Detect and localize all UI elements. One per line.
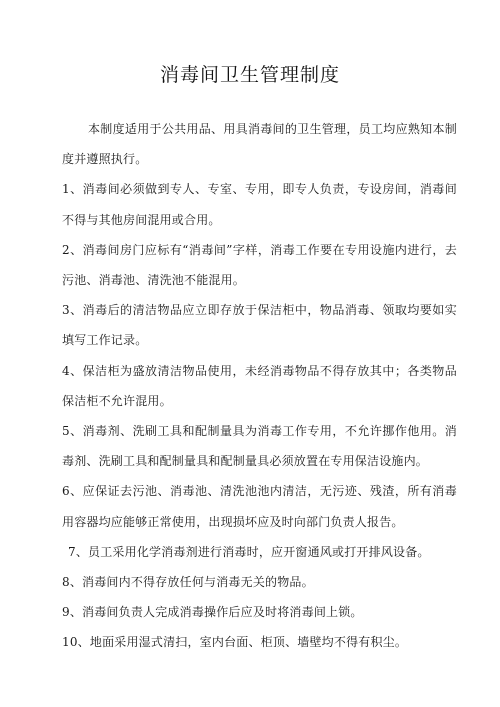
- rule-item-4: 4、保洁柜为盛放清洁物品使用，未经消毒物品不得存放其中；各类物品保洁柜不允许混用。: [62, 363, 457, 408]
- rule-item-5: 5、消毒剂、洗刷工具和配制量具为消毒工作专用，不允许挪作他用。消毒剂、洗刷工具和配制量具和配制量具必须放置在专用保洁设施内。: [62, 424, 457, 469]
- rule-item-9: 9、消毒间负责人完成消毒操作后应及时将消毒间上锁。: [62, 605, 363, 620]
- rule-item-8: 8、消毒间内不得存放任何与消毒无关的物品。: [62, 575, 314, 590]
- document-title: 消毒间卫生管理制度: [159, 64, 340, 86]
- rule-item-7: 7、员工采用化学消毒剂进行消毒时，应开窗通风或打开排风设备。: [68, 544, 430, 559]
- document-body: [62, 114, 457, 658]
- rule-item-3: 3、消毒后的清洁物品应立即存放于保洁柜中，物品消毒、领取均要如实填写工作记录。: [62, 303, 457, 348]
- intro-paragraph: 本制度适用于公共用品、用具消毒间的卫生管理，员工均应熟知本制度并遵照执行。: [62, 122, 457, 167]
- rule-item-1: 1、消毒间必须做到专人、专室、专用，即专人负责，专设房间，消毒间不得与其他房间混用或合用。: [62, 182, 457, 227]
- rule-item-10: 10、地面采用湿式清扫，室内台面、柜顶、墙壁均不得有积尘。: [62, 635, 408, 650]
- rule-item-2: 2、消毒间房门应标有“消毒间”字样，消毒工作要在专用设施内进行，去污池、消毒池、清洗池不能混用。: [62, 242, 457, 288]
- rule-item-6: 6、应保证去污池、消毒池、清洗池池内清洁，无污迹、残渣，所有消毒用容器均应能够正常使用，出现损坏应及时向部门负责人报告。: [62, 484, 457, 529]
